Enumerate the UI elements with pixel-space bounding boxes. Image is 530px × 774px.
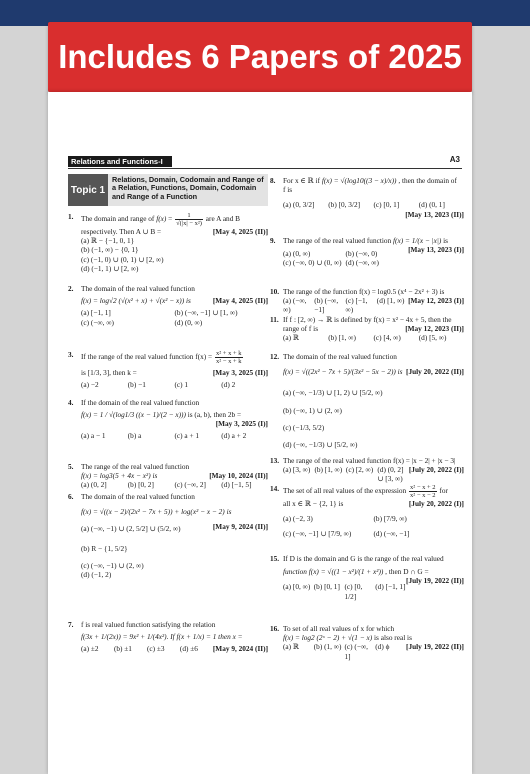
fraction: $\frac{1}{\text{√(|x| − x²)}}$ <box>176 212 202 227</box>
topic-label: Topic 1 <box>68 174 108 206</box>
exam-tag: [May 4, 2025 (II)] <box>212 296 268 306</box>
header-rule <box>68 168 462 169</box>
topic-box <box>68 174 268 206</box>
book-page <box>48 92 472 774</box>
chapter-title: Relations and Functions-I <box>68 156 172 167</box>
topic-title: Relations, Domain, Codomain and Range of a Relation, Functions, Domain, Codomain and Range of a Function <box>112 175 264 201</box>
promo-banner <box>48 22 472 92</box>
right-column: 8. For x ∈ ℝ if f(x) = √(log10((3 − x)/x)) , then the domain of f is (a) (0, 3/2] (b) [0, 3/2] (c) [0, 1] (d) (0, 1] [May 13, 2023 (II)] 9. The range of the real valued function f(x) = 1/(x − |x|) is [May 13, 2023 (I)] (a) (0, ∞) (b) (−∞, 0) (c) (−∞, 0) ∪ (0, ∞) (d) (−∞, ∞) 10. The range of the function f(x) = log0.5 (x⁴ − 2x² + 3) is [May 12, 2023 (I)] (a) (−∞, ∞) (b) (−∞, −1] (c) [−1, ∞) (d) [1, ∞) 11. If f : [2, ∞) → ℝ is defined by f(x) = x² − 4x + 5, then the range of f is [May 12, 2023 (II)] (a) ℝ (b) [1, ∞) (c) [4, ∞) (d) [5, ∞) 12. The domain of the real valued function f(x) = √((2x² − 7x + 5)/(3x² − 5x − 2)) is [July 20, 2022 (II)] (a) (−∞, −1/3) ∪ [1, 2) ∪ [5/2, ∞) (b) (−∞, 1) ∪ (2, ∞) (c) (−1/3, 5/2) (d) (−∞, −1/3) ∪ [5/2, ∞) 13. The range of the real valued function f(x) = |x − 2| + |x − 3| [July 20, 2022 (I)] (a) [3, ∞) (b) [1, ∞) (c) [2, ∞) (d) (0, 2] ∪ [3, ∞) 14. The set of all real values of the expression $\frac{\text{x² − x + 2}}{\text{x² − x − 2}}$ for all x ∈ ℝ − {2, 1} is [July 20, 2022 (I)] (a) (−2, 3) (b) [7/9, ∞) (c) (−∞, −1] ∪ [7/9, ∞) (d) (−∞, −1] 15. If D is the domain and G is the range of the real valued function f(x) = √((1 − x²)/(1 + x²)) , then D ∩ G = [July 19, 2022 (II)] (a) [0, ∞) (b) [0, 1] (c) [0, 1/2] (d) [−1, 1] 16. To set of all real values of x for which f(x) = log2 (2ˣ − 2) + √(1 − x) is also real is [July 19, 2022 (II)] (a) ℝ (b) (1, ∞) (c) (−∞, 1] (d) ϕ <box>270 176 464 661</box>
exam-tag: [May 4, 2025 (II)] <box>212 227 268 236</box>
banner-text: Includes 6 Papers of 2025 <box>58 38 462 75</box>
page-number: A3 <box>449 155 460 164</box>
left-column: 1. The domain and range of f(x) = $\frac{1}{\text{√(|x| − x²)}}$ are A and B respectively. Then A ∪ B = [May 4, 2025 (II)] (a) ℝ − {−1, 0, 1} (b) (−1, ∞) − {0, 1} (c) (−1, 0) ∪ (0, 1) ∪ [2, ∞) (d) (−1, 1) ∪ [2, ∞) 2. The domain of the real valued function f(x) = log√2 (√(x² + x) + √(x² − x)) is [May 4, 2025 (II)] (a) [−1, 1] (b) (−∞, −1] ∪ [1, ∞) (c) (−∞, ∞) (d) (0, ∞) 3. If the range of the real valued function f(x) = $\frac{\text{x² + x + k}}{\text{x² − x + k}}$ is [1/3, 3], then k = [May 3, 2025 (II)] (a) −2 (b) −1 (c) 1 (d) 2 4. If the domain of the real valued function f(x) = 1 / √(log1/3 ((x − 1)/(2 − x))) is (a, b), then 2b = [May 3, 2025 (I)] (a) a − 1 (b) a (c) a + 1 (d) a + 2 5. The range of the real valued function f(x) = log3(5 + 4x − x²) is [May 10, 2024 (II)] (a) (0, 2] (b) [0, 2] (c) (−∞, 2] (d) [−1, 5] 6. The domain of the real valued function f(x) = √((x − 2)/(2x² − 7x + 5)) + log(x² − x − 2) is [May 9, 2024 (II)] (a) (−∞, −1) ∪ (2, 5/2] ∪ (5/2, ∞) (b) R − {1, 5/2} (c) (−∞, −1) ∪ (2, ∞) (d) (−1, 2) 7. f is real valued function satisfying the relation f(3x + 1/(2x)) = 9x² + 1/(4x²). If f(x + 1/x) = 1 then x = [May 9, 2024 (II)] (a) ±2 (b) ±1 (c) ±3 (d) ±6 <box>68 212 268 654</box>
question-number: 1. <box>68 212 74 221</box>
options: (a) ℝ − {−1, 0, 1} (b) (−1, ∞) − {0, 1} (c) (−1, 0) ∪ (0, 1) ∪ [2, ∞) (d) (−1, 1) ∪ [2, ∞) <box>81 236 164 273</box>
